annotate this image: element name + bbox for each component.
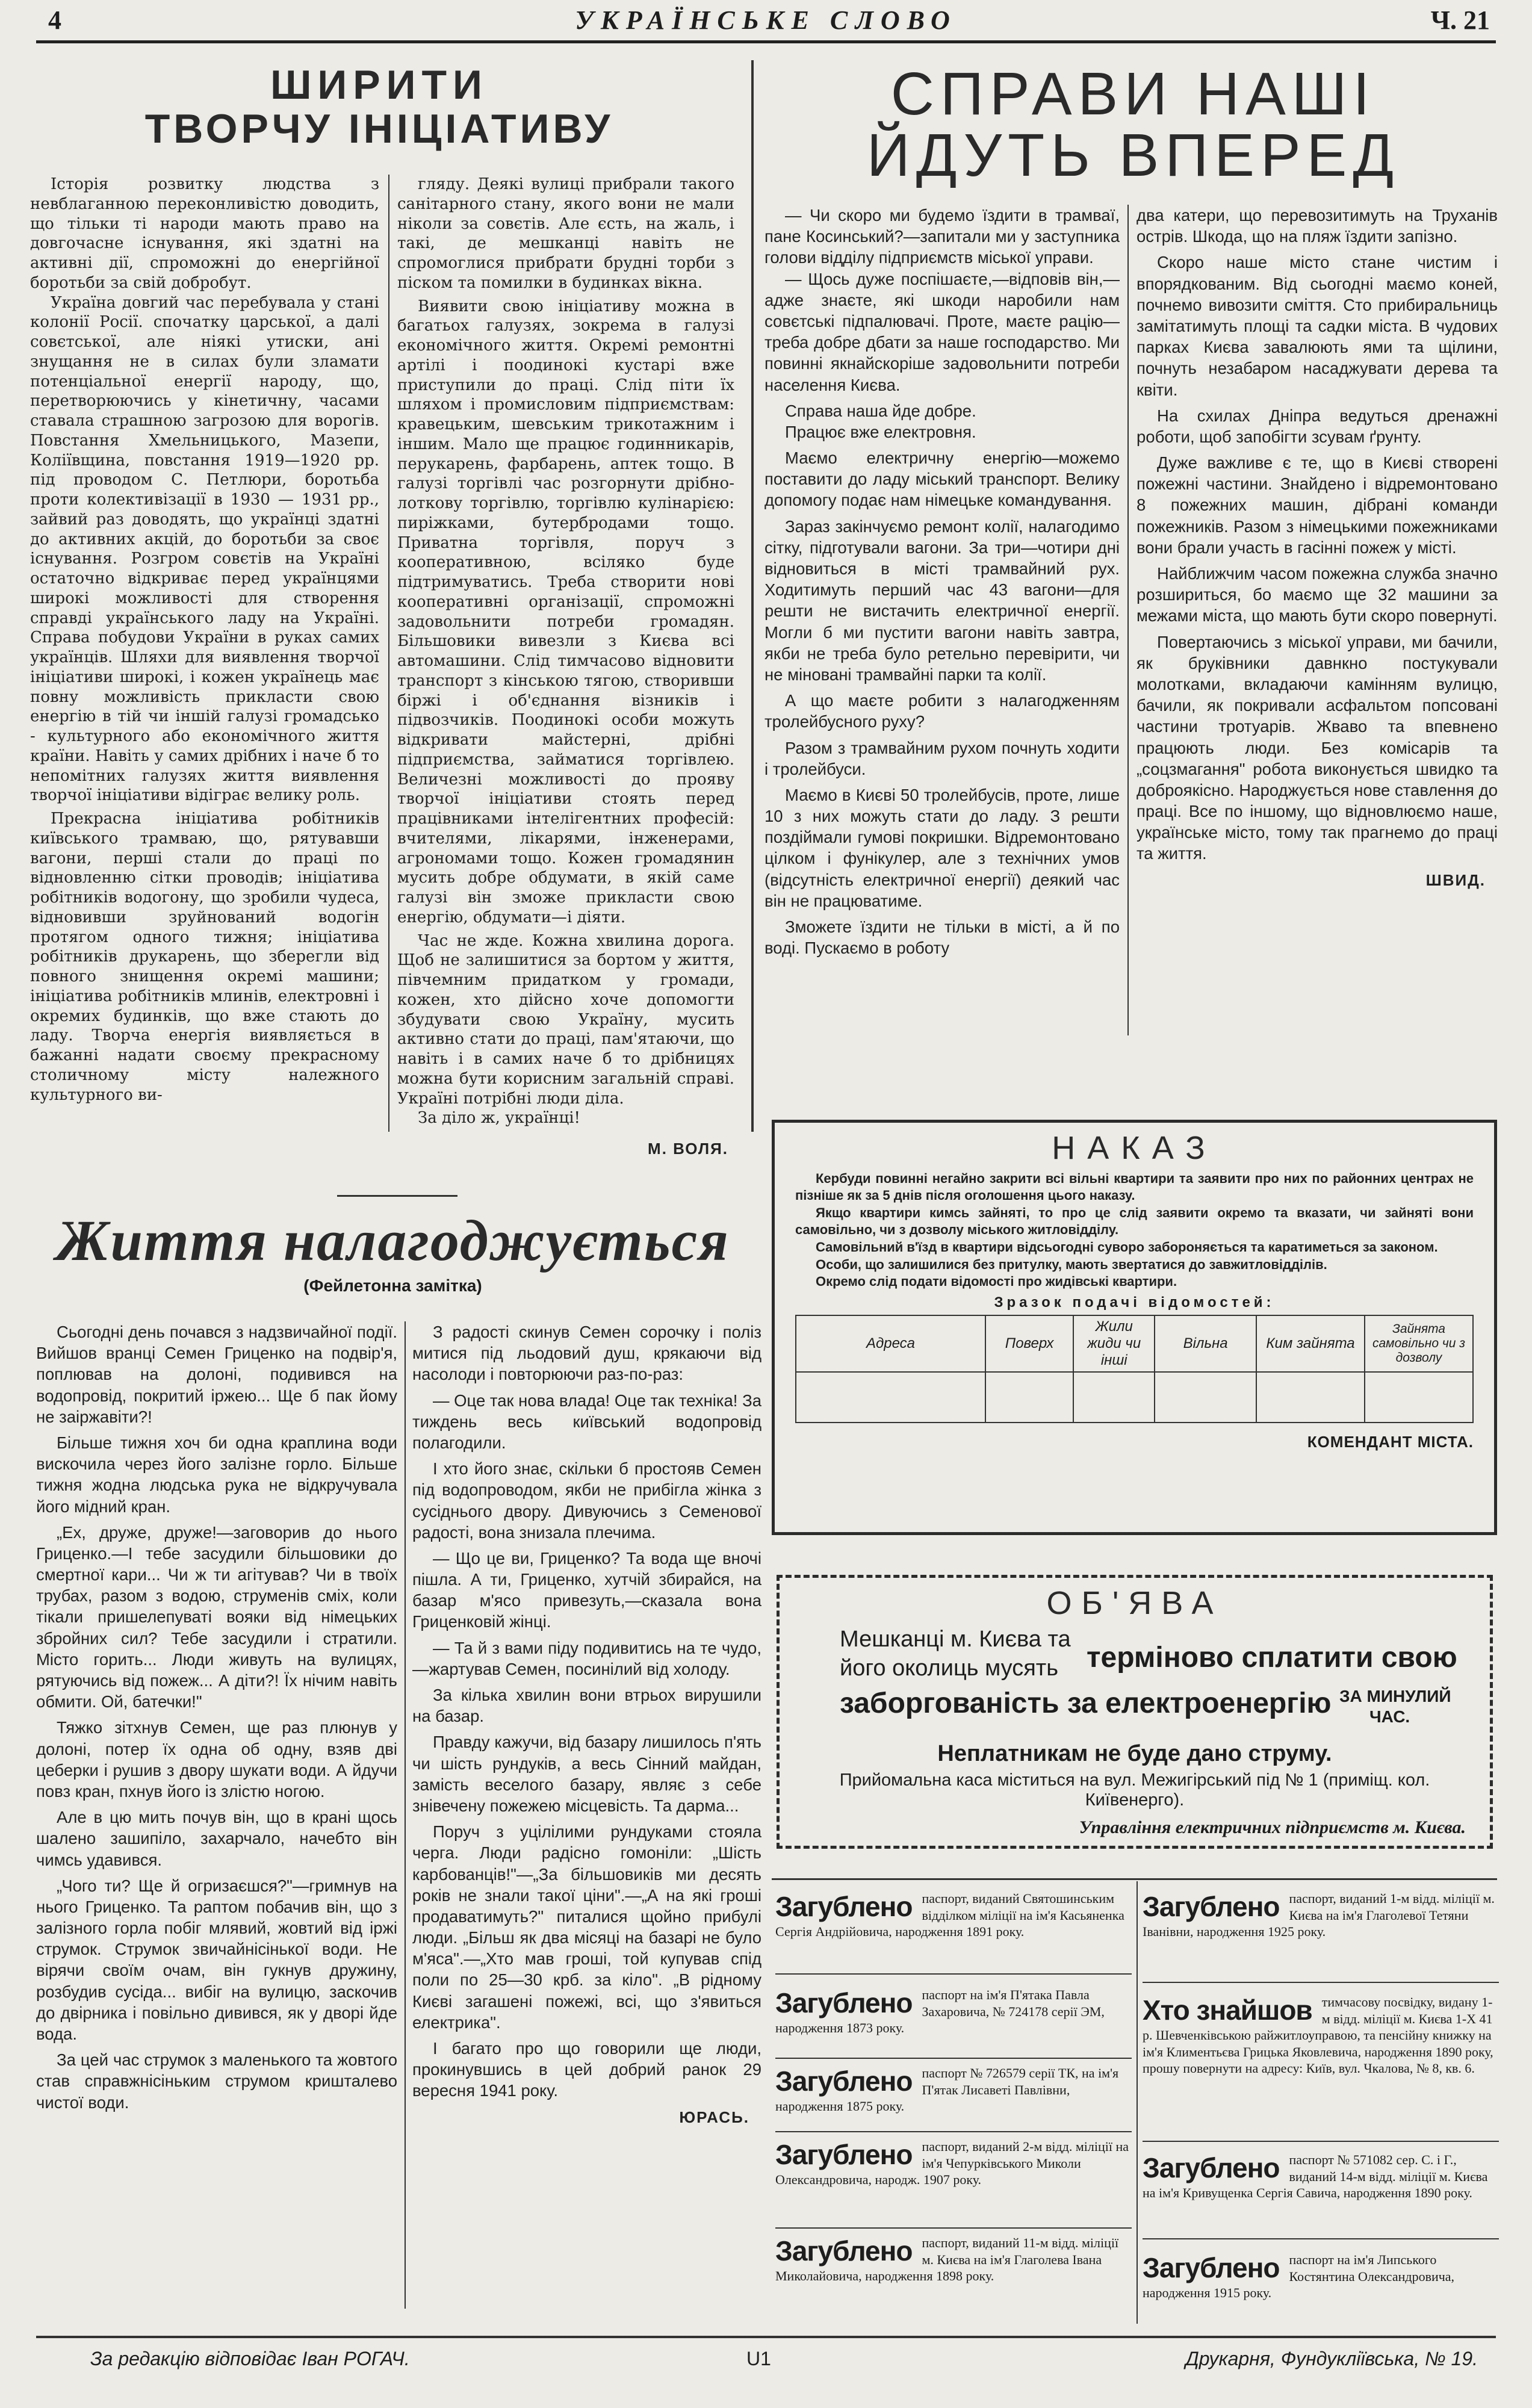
paragraph: Кербуди повинні негайно закрити всі вільні квартири та заявити про них по районних центрах не пізніше як за 5 днів після оголошення цього наказу. bbox=[795, 1170, 1474, 1203]
table-header: Вільна bbox=[1155, 1315, 1256, 1372]
signature: М. ВОЛЯ. bbox=[648, 1140, 728, 1158]
newspaper-name: УКРАЇНСЬКЕ СЛОВО bbox=[575, 5, 957, 35]
ad-lost-5 bbox=[775, 2235, 1132, 2285]
nakaz-body bbox=[795, 1170, 1474, 1291]
ad-label: Загублено bbox=[775, 1891, 913, 1922]
paragraph: Зараз закінчуємо ремонт колії, налагодимо сітку, підготували вагони. За три—чотири дні відновиться в місті трамвайний рух. Ходитимуть перший час 43 вагони—для решти не вистачить електричної енергії. Могли б ми пустити вагони навіть завтра, якби не треба було ретельно перевірити, чи не міновані трамвайні парки та колії. bbox=[764, 517, 1120, 684]
paragraph: Але в цю мить почув він, що в крані щось шалено зашипіло, захарчало, начебто він чимсь удавився. bbox=[36, 1808, 397, 1869]
page-footer bbox=[36, 2336, 1496, 2378]
headline-rule bbox=[337, 1195, 457, 1197]
article1-col2 bbox=[397, 175, 734, 1159]
article3-col1 bbox=[36, 1321, 397, 2113]
ad-found bbox=[1143, 1994, 1499, 2077]
article3-headline: Життя налагоджується bbox=[56, 1208, 730, 1273]
article-spravy-nashi bbox=[764, 60, 1502, 1120]
paragraph: З радості скинув Семен сорочку і поліз митися під льодовий душ, крякаючи від насолоди і повторюючи раз-по-раз: bbox=[412, 1323, 761, 1384]
paragraph: — Чи скоро ми будемо їздити в трамваї, пане Косинський?—запитали ми у заступника голови відділу підприємств міської управи. bbox=[764, 206, 1120, 267]
ads-top-rule bbox=[772, 1878, 1497, 1880]
signature: ЮРАСЬ. bbox=[679, 2108, 749, 2126]
sample-table bbox=[795, 1315, 1474, 1423]
page-column-divider bbox=[751, 60, 754, 1132]
paragraph: Маємо електричну енергію—можемо поставити до ладу міський транспорт. Велику допомогу подає нам німецьке командування. bbox=[764, 448, 1120, 510]
paragraph: Зможете їздити не тільки в місті, а й по воді. Пускаємо в роботу bbox=[764, 917, 1120, 958]
paragraph: А що маєте робити з налагодженням тролейбусного руху? bbox=[764, 691, 1120, 731]
table-header: Зайнята самовільно чи з дозволу bbox=[1365, 1315, 1473, 1372]
ad-text: паспорт, виданий 11-м відд. міліції м. Києва на ім'я Глаголева Івана Миколайовича, народження 1898 року. bbox=[775, 2235, 1119, 2283]
column-rule bbox=[388, 175, 389, 1132]
ads-divider bbox=[1137, 1881, 1138, 2324]
ad-lost-1 bbox=[775, 1890, 1132, 1940]
table-header: Жили жиди чи інші bbox=[1073, 1315, 1155, 1372]
paragraph: Якщо квартири кимсь зайняті, то про це слід заявити окремо та вказати, чи зайняті вони самовільно, чи з дозволу міського житловідділу. bbox=[795, 1205, 1474, 1238]
obyava-line1: Мешканці м. Києва та bbox=[840, 1626, 1071, 1652]
paragraph: Маємо в Києві 50 тролейбусів, проте, лише 10 з них можуть стати до ладу. З решти поздіймали гумові покришки. Відремонтовано цілком і фунікулер, але з технічних умов (відсутність електричної енергії) деякий час він не працюватиме. bbox=[764, 785, 1120, 910]
ad-rule bbox=[775, 1973, 1132, 1975]
paragraph: Тяжко зітхнув Семен, ще раз плюнув у долоні, потер їх одна об одну, взяв дві цеберки і рушив з двору шукати води. А йдучи повз кран, пхнув його із злістю ногою. bbox=[36, 1718, 397, 1801]
paragraph: Дуже важливе є те, що в Києві створені пожежні частини. Знайдено і відремонтовано 8 пожежних машин, дібрані команди пожежників. Разом з німецькими пожежниками вони брали участь в гасінні пожеж у місті. bbox=[1137, 453, 1498, 557]
paragraph: „Ех, друже, друже!—заговорив до нього Гриценко.—І тебе засудили більшовики до смертної кари... Чи ж ти агітував? Чи в твоїх трубах, разом з водою, струменів сміх, коли тікали пришелепуваті вояки від німецьких збройних сил? Тебе засудили і стратили. Місто горить... Люди живуть на вулицях, рятуючись від пожеж... А діти?! Їх нічим навіть обмити. Ой, батечки!" bbox=[36, 1522, 397, 1711]
footer-editor: За редакцію відповідає Іван РОГАЧ. bbox=[90, 2348, 410, 2369]
ad-text: паспорт, виданий Святошинським відділком міліції на ім'я Касьяненка Сергія Андрійовича, народження 1891 року. bbox=[775, 1891, 1124, 1939]
ad-rule bbox=[775, 2227, 1132, 2229]
paragraph: Окремо слід подати відомості про жидівські квартири. bbox=[816, 1274, 1177, 1289]
ad-lost-3 bbox=[775, 2065, 1132, 2115]
paragraph: — Та й з вами піду подивитись на те чудо,—жартував Семен, посинілий від холоду. bbox=[412, 1638, 761, 1678]
footer-printer: Друкарня, Фундукліївська, № 19. bbox=[1185, 2348, 1478, 2369]
paragraph: — Що це ви, Гриценко? Та вода ще вночі пішла. А ти, Гриценко, хутчій збирайся, на базар м'ясо привезуть,—сказала вона Гриценковій жінці. bbox=[412, 1548, 761, 1631]
nakaz-title: НАКАЗ bbox=[1052, 1130, 1217, 1166]
obyava-body bbox=[804, 1627, 1466, 1741]
paragraph: Найближчим часом пожежна служба значно розшириться, бо маємо ще 32 машини за межами міста, що мають бути скоро повернуті. bbox=[1137, 564, 1498, 625]
paragraph: два катери, що перевозитимуть на Труханів острів. Шкода, що на пляж їздити запізно. bbox=[1137, 206, 1498, 246]
ad-text: паспорт, виданий 1-м відд. міліції м. Києва на ім'я Глаголевої Тетяни Іванівни, народження 1925 року. bbox=[1143, 1891, 1495, 1939]
obyava-emph1: терміново сплатити свою bbox=[1087, 1641, 1457, 1674]
paragraph: Правду кажучи, від базару лишилось п'ять чи шість рундуків, а весь Сінний майдан, замість веселого базару, являє з себе знівечену пожежею місцевість. Та дарма... bbox=[412, 1733, 761, 1815]
paragraph: Повертаючись з міської управи, ми бачили, як бруківники давнкно постукували молотками, вкладаючи камінням вулицю, бачили, як покривали асфальтом попсовані частини тротуарів. Жваво та впевнено працюють люди. Без комісарів та „соцзмагання" робота виконується швидко та доброякісно. Народжується нове ставлення до праці. Все по іншому, що відновлюємо наше, українське місто, тому так прагнемо до праці та життя. bbox=[1137, 632, 1498, 863]
headline-line2: ТВОРЧУ ІНІЦІАТИВУ bbox=[144, 106, 614, 152]
ad-lost-7 bbox=[1143, 2152, 1499, 2202]
obyava-warning: Неплатникам не буде дано струму. bbox=[937, 1740, 1332, 1766]
paragraph: І хто його знає, скільки б простояв Семен під водопроводом, якби не прибігла жінка з сусіднього двору. Дивуючись з Семенової радості, вона знизала плечима. bbox=[412, 1459, 761, 1542]
ad-label: Загублено bbox=[775, 2139, 913, 2170]
ad-rule bbox=[1143, 1982, 1499, 1983]
column-rule bbox=[405, 1321, 406, 2309]
ad-label: Загублено bbox=[775, 2065, 913, 2097]
column-rule bbox=[1127, 205, 1129, 1035]
article2-col1 bbox=[764, 205, 1120, 958]
nakaz-notice bbox=[772, 1120, 1497, 1535]
ad-label: Загублено bbox=[1143, 2152, 1280, 2183]
article1-col1 bbox=[30, 175, 379, 1105]
paragraph: Справа наша йде добре. bbox=[785, 401, 976, 420]
ad-label: Загублено bbox=[775, 2235, 913, 2267]
paragraph: Час не жде. Кожна хвилина дорога. Щоб не залишитися за бортом у життя, півчемним придатком у громади, кожен, хто дійсно хоче допомогти збудувати свою Україну, мусить активно стати до праці, пам'ятаючи, що навіть і в самих наче б то дрібницях можна бути корисним загальній справі. Україні потрібні люди діла. bbox=[397, 931, 734, 1108]
ad-rule bbox=[1143, 2238, 1499, 2239]
obyava-signature: Управління електричних підприємств м. Києва. bbox=[1079, 1817, 1466, 1837]
obyava-line2: його околиць мусять bbox=[840, 1655, 1058, 1681]
paragraph: За діло ж, українці! bbox=[418, 1109, 580, 1128]
signature: ШВИД. bbox=[1425, 870, 1486, 889]
signature: КОМЕНДАНТ МІСТА. bbox=[1307, 1432, 1474, 1451]
page-number: 4 bbox=[48, 5, 61, 35]
paragraph: — Щось дуже поспішаєте,—відповів він,—адже знаєте, які шкоди наробили нам совєтські підпалювачі. Проте, маєте рацію—треба добре дбати за наше господарство. Ми повинні якнайскоріше задовольнити потреби населення Києва. bbox=[764, 269, 1120, 394]
paragraph: І багато про що говорили ще люди, прокинувшись в цей добрий ранок 29 вересня 1941 року. bbox=[412, 2039, 761, 2100]
table-header-row bbox=[796, 1315, 1473, 1372]
paragraph: гляду. Деякі вулиці прибрали такого санітарного стану, якого вони не мали ніколи за совєтів. Але єсть, на жаль, і такі, де мешканці навіть не спромоглися прибрати брудні торби з піском та помилки в будинках вікна. bbox=[397, 175, 734, 292]
paragraph: Прекрасна ініціатива робітників київського трамваю, що, рятувавши вагони, перші стали до праці по відновленню сітки проводів; ініціатива робітників водогону, що зробили чудеса, відновивши зруйнований водогін протягом одного тижня; ініціатива робітників друкарень, що зберегли від повного знищення окремі машини; ініціатива робітників млинів, електровні і окремих будинків, що вже стають до ладу. Творча енергія виявляється в бажанні надати своєму прекрасному столичному місту належного культурного ви- bbox=[30, 810, 379, 1104]
ad-rule bbox=[775, 2131, 1132, 2132]
ad-label: Загублено bbox=[775, 1987, 913, 2019]
ad-rule bbox=[1143, 2141, 1499, 2142]
table-row bbox=[796, 1372, 1473, 1423]
paragraph: Поруч з уцілілими рундуками стояла черга. Люди радісно гомоніли: „Шість карбованців!"—„За більшовиків ми десять років не знали такої ціни".—„А на які гроші продаватимуть?" питалися щойно прибулі люди. „Більш як два місяці на базарі не було м'яса".—„Хто мав гроші, той купував спід поли по 25—30 крб. за кіло". „В рідному Києві загашені пожежі, всі, що з'явиться електрика". bbox=[412, 1822, 761, 2032]
headline-line1: ШИРИТИ bbox=[270, 62, 488, 108]
obyava-line3: заборгованість за електроенергію bbox=[840, 1687, 1332, 1719]
article-tvorchu-iniciatyvu bbox=[24, 60, 734, 1192]
obyava-emph3: ЧАС. bbox=[1369, 1707, 1410, 1726]
paragraph: — Оце так нова влада! Оце так техніка! За тиждень весь київський водопровід полагодили. bbox=[412, 1391, 761, 1452]
ad-lost-6 bbox=[1143, 1890, 1499, 1940]
article3-subtitle: (Фейлетонна замітка) bbox=[303, 1276, 482, 1295]
obyava-cashier: Прийомальна каса міститься на вул. Межигірський під № 1 (приміщ. кол. Київенерго). bbox=[839, 1770, 1430, 1810]
obyava-title: ОБ'ЯВА bbox=[1046, 1585, 1223, 1621]
ad-lost-2 bbox=[775, 1987, 1132, 2037]
table-header: Поверх bbox=[985, 1315, 1073, 1372]
paragraph: Працює вже електровня. bbox=[785, 422, 976, 441]
paragraph: Самовільний в'їзд в квартири відсьогодні суворо забороняється та каратиметься за законом. bbox=[816, 1240, 1438, 1255]
paragraph: Скоро наше місто стане чистим і впорядкованим. Від сьогодні маємо коней, почнемо вивозити сміття. Сто прибиральниць замітатимуть площі та садки міста. В чудових парках Києва завалюють ями та щілини, почнуть незабаром насаджувати дерева та квіти. bbox=[1137, 253, 1498, 399]
ad-lost-4 bbox=[775, 2138, 1132, 2188]
issue-number: Ч. 21 bbox=[1430, 5, 1490, 35]
paragraph: „Чого ти? Ще й огризаєшся?"—гримнув на нього Гриценко. Та раптом побачив він, що з залізного горла побіг млявий, жовтий від іржі струмок. Струмок звичайнісінької води. Не вірячи своїм очам, він гукнув дружину, розбудив сусіда... вибіг на вулицю, заскочив до двірника і повільно дивився, як у дворі йде вода. bbox=[36, 1876, 397, 2043]
article2-col2 bbox=[1137, 205, 1498, 890]
paragraph: На схилах Дніпра ведуться дренажні роботи, щоб запобігти зсувам ґрунту. bbox=[1137, 406, 1498, 446]
article-zhyttia bbox=[24, 1195, 761, 2327]
ad-label: Хто знайшов bbox=[1143, 1994, 1312, 2026]
obyava-notice bbox=[777, 1575, 1493, 1849]
table-header: Адреса bbox=[796, 1315, 985, 1372]
ad-text: паспорт № 726579 серії ТК, на ім'я П'ятак Лисаветі Павлівни, народження 1875 року. bbox=[775, 2065, 1119, 2114]
sample-caption: Зразок подачі відомостей: bbox=[994, 1294, 1275, 1311]
page-header bbox=[36, 1, 1496, 43]
ad-text: паспорт на ім'я Липського Костянтина Олександровича, народження 1915 року. bbox=[1143, 2252, 1455, 2300]
table-header: Ким зайнята bbox=[1256, 1315, 1365, 1372]
ad-text: тимчасову посвідку, видану 1-м відд. міліції м. Києва 1-Х 41 р. Шевченківською райжитлоуправою, та пенсійну книжку на ім'я Климентьєва Грицька Яковлевича, народження 1890 року, прошу повернути на адресу: Київ, вул. Чкалова, № 8, кв. 6. bbox=[1143, 1994, 1493, 2076]
ad-text: паспорт, виданий 2-м відд. міліції на ім'я Чепурківського Миколи Олександровича, народж. 1907 року. bbox=[775, 2139, 1129, 2187]
paragraph: Сьогодні день почався з надзвичайної події. Вийшов вранці Семен Гриценко на подвір'я, поплював на долоні, подивився на водопровід, покритий іржею... Ще б пак йому не заіржавіти?! bbox=[36, 1323, 397, 1426]
ad-rule bbox=[775, 2058, 1132, 2059]
ad-lost-8 bbox=[1143, 2251, 1499, 2301]
paragraph: Історія розвитку людства з невблаганною переконливістю доводить, що тільки ті народи мають право на довгочасне існування, які здатні на активні дії, спроможні до енергійної боротьби за свій добробут. bbox=[30, 175, 379, 292]
headline-line2: ЙДУТЬ ВПЕРЕД bbox=[866, 122, 1400, 189]
article3-col2 bbox=[412, 1321, 761, 2127]
ad-label: Загублено bbox=[1143, 2252, 1280, 2283]
paragraph: Виявити свою ініціативу можна в багатьох галузях, зокрема в галузі економічного життя. Окремі ремонтні артілі і поодинокі кустарі вже приступили до праці. Слід піти їх шляхом і промисловим підприємствам: кравецьким, шевським трикотажним і іншим. Мало ще працює годинникарів, перукарень, фарбарень, аптек тощо. В галузі торгівлі час розгорнути дрібно-лоткову торгівлю, торгівлю кулінарією: пиріжками, бутербродами тощо. Приватна торгівля, поруч з кооперативною, всіляко буде підтримуватись. Треба створити нові кооперативні організації, спроможні задовольнити потреби громадян. Більшовики вивезли з Києва всі автомашини. Слід тимчасово відновити транспорт з кінською тягою, створивши біржі і об'єднання візників і підвозчиків. Поодинокі особи можуть відкривати майстерні, дрібні підприємства, займатися торгівлею. Величезні можливості до прояву творчої ініціативи стоять перед працівниками інтелігентних професій: вчителями, лікарями, інженерами, агрономами тощо. Кожен громадянин мусить добре обдумати, в якій саме галузі він зможе прикласти свою енергію, обдумати—і діяти. bbox=[397, 297, 734, 926]
paragraph: За цей час струмок з маленького та жовтого став справжнісіньким струмом кришталево чистої води. bbox=[36, 2050, 397, 2112]
paragraph: Україна довгий час перебувала у стані колонії Росії. спочатку царської, а далі совєтської, але ніякі утиски, ані знущання не в силах були зламати потенціальної енергії народу, що, перетворюючись у кінетичну, часами ставала страшною загрозою для ворогів. Повстання Хмельницького, Мазепи, Коліївщина, повстання 1919—1920 рр. під проводом С. Петлюри, боротьба проти колективізації в 1930 — 1931 рр., зайвий раз доводять, що українці здатні до активних акцій, до боротьби за своє існування. Розгром совєтів на Україні остаточно відкриває перед українцями широкі можливості для створення справді українського ладу на Україні. Справа побудови України в руках самих українців. Шляхи для виявлення творчої ініціативи широкі, і кожен українець має повну можливість прикласти свою енергію в тій чи іншій галузі громадсько - культурного або економічного життя країни. Навіть у самих дрібних і наче б то непомітних галузях життя виявлення творчої ініціативи відіграє велику роль. bbox=[30, 293, 379, 805]
paragraph: Разом з трамвайним рухом почнуть ходити і тролейбуси. bbox=[764, 738, 1120, 778]
paragraph: Особи, що залишилися без притулку, мають звертатися до завжитловідділів. bbox=[816, 1256, 1327, 1272]
ad-text: паспорт на ім'я П'ятака Павла Захаровича, № 724178 серії ЭМ, народження 1873 року. bbox=[775, 1987, 1105, 2035]
ad-text: паспорт № 571082 сер. С. і Г., виданий 14-м відд. міліції м. Києва на ім'я Кривущенка Сергія Савича, народження 1890 року. bbox=[1143, 2152, 1488, 2200]
paragraph: Більше тижня хоч би одна краплина води вискочила через його залізне горло. Більше тижня жодна людська рука не відкручувала його мідний кран. bbox=[36, 1433, 397, 1516]
obyava-emph2: ЗА МИНУЛИЙ bbox=[1339, 1686, 1451, 1705]
ad-label: Загублено bbox=[1143, 1891, 1280, 1922]
headline-line1: СПРАВИ НАШІ bbox=[890, 60, 1376, 128]
footer-censor: U1 bbox=[746, 2348, 771, 2369]
paragraph: За кілька хвилин вони втрьох вирушили на базар. bbox=[412, 1686, 761, 1726]
